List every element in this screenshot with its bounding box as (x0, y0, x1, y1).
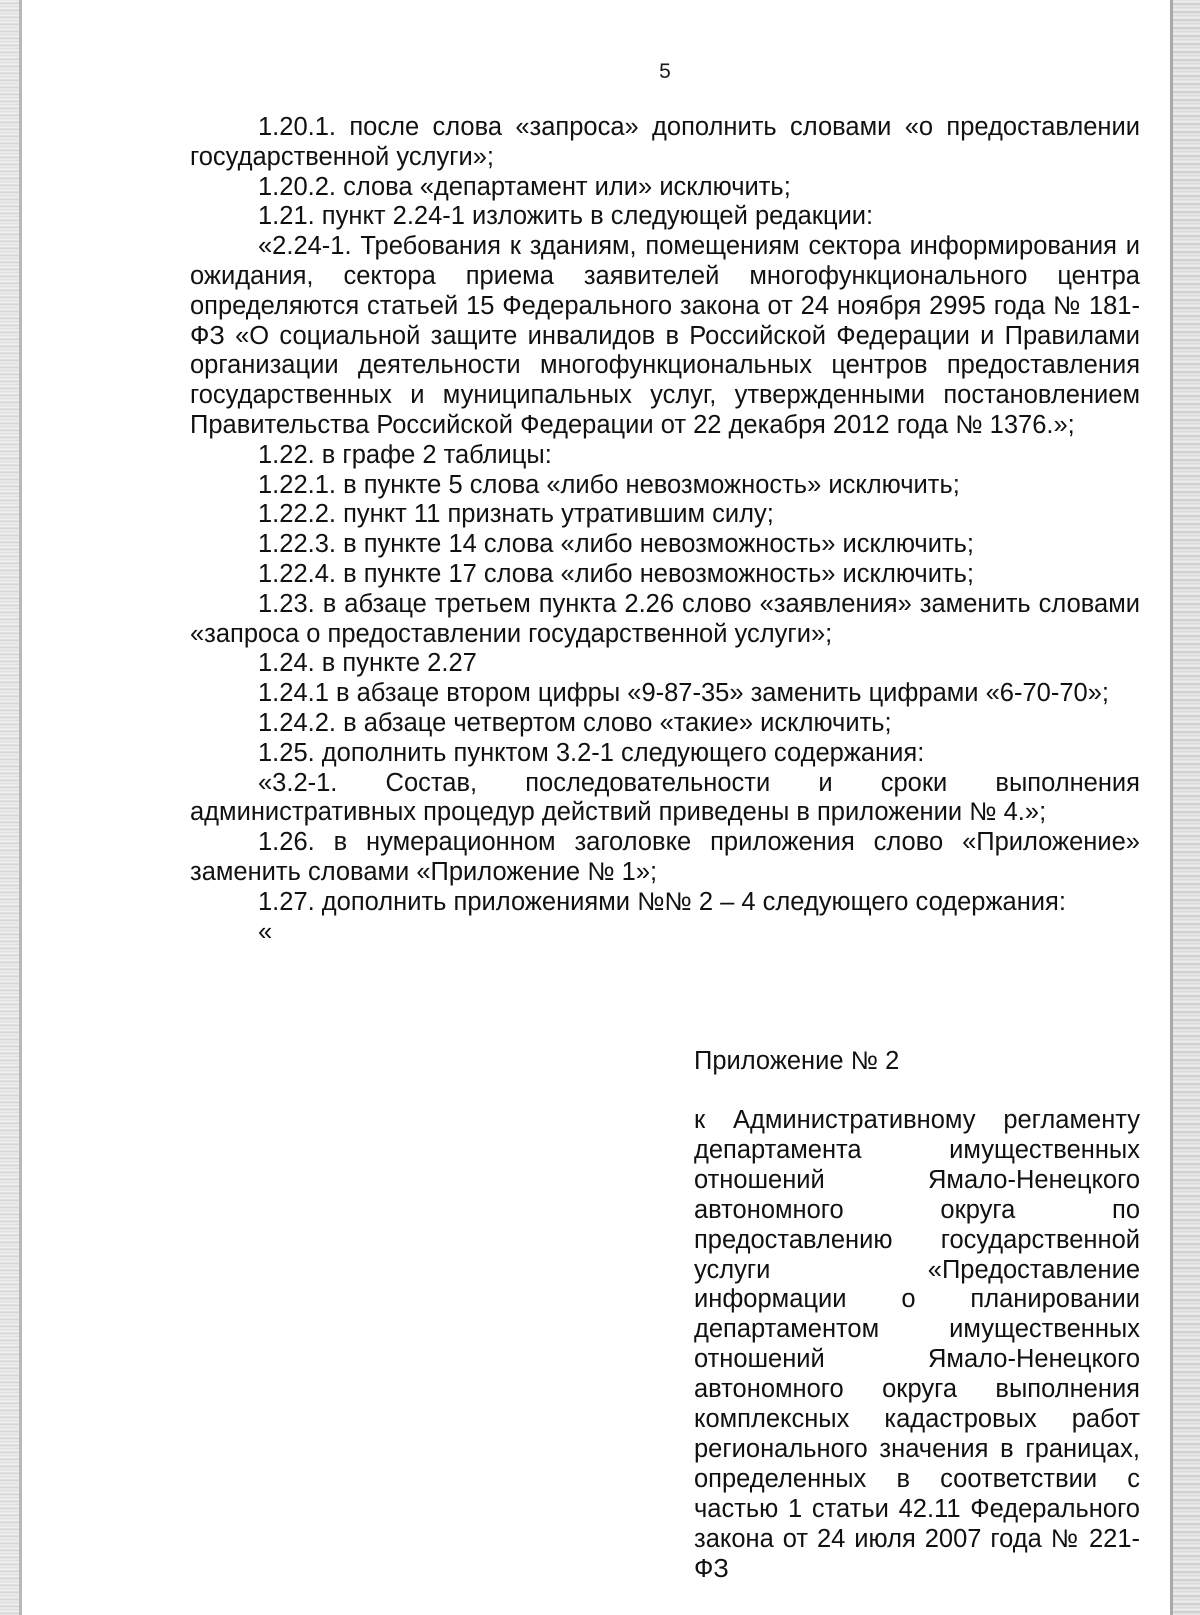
paragraph-1-25: 1.25. дополнить пунктом 3.2-1 следующего содержания: (258, 738, 925, 767)
scan-edge-right (1170, 0, 1200, 1615)
paragraph-1-22-2: 1.22.2. пункт 11 признать утратившим силу; (258, 500, 774, 529)
page-number: 5 (659, 60, 671, 83)
paragraph-1-27: 1.27. дополнить приложениями №№ 2 – 4 следующего содержания: (258, 887, 1066, 916)
paragraph-2-24-1-quote: «2.24-1. Требования к зданиям, помещениям сектора информирования и ожидания, сектора приема заявителей многофункционального центра определяются статьей 15 Федерального закона от 24 ноября 2995 года № 181-ФЗ «О социальной защите инвалидов в Российской Федерации и Правилами организации деятельности многофункциональных центров предоставления государственных и муниципальных услуг, утвержденными постановлением Правительства Российской Федерации от 22 декабря 2012 года № 1376.»; (190, 232, 1140, 439)
paragraph-1-24: 1.24. в пункте 2.27 (258, 649, 477, 678)
paragraph-1-22-4: 1.22.4. в пункте 17 слова «либо невозможность» исключить; (258, 559, 974, 588)
paragraph-1-26: 1.26. в нумерационном заголовке приложения слово «Приложение» заменить словами «Приложение № 1»; (190, 828, 1140, 886)
paragraph-1-24-2: 1.24.2. в абзаце четвертом слово «такие» исключить; (258, 708, 892, 737)
paragraph-1-20-1: 1.20.1. после слова «запроса» дополнить словами «о предоставлении государственной услуги»; (190, 113, 1140, 171)
appendix-title: Приложение № 2 (694, 1047, 900, 1075)
paragraph-1-22-1: 1.22.1. в пункте 5 слова «либо невозможность» исключить; (258, 470, 960, 499)
paragraph-1-20-2: 1.20.2. слова «департамент или» исключить; (258, 172, 791, 201)
paragraph-3-2-1-quote: «3.2-1. Состав, последовательности и сроки выполнения административных процедур действий приведены в приложении № 4.»; (190, 768, 1140, 827)
opening-quote-mark: « (258, 917, 273, 946)
document-body (190, 113, 1140, 947)
appendix-caption-text: к Административному регламенту департамента имущественных отношений Ямало-Ненецкого автономного округа по предоставлению государственной услуги «Предоставление информации о планировании департаментом имущественных отношений Ямало-Ненецкого автономного округа выполнения комплексных кадастровых работ регионального значения в границах, определенных в соответствии с частью 1 статьи 42.11 Федерального закона от 24 июля 2007 года № 221-ФЗ (694, 1106, 1140, 1583)
paragraph-1-22-3: 1.22.3. в пункте 14 слова «либо невозможность» исключить; (258, 530, 974, 559)
paragraph-1-21: 1.21. пункт 2.24-1 изложить в следующей редакции: (258, 202, 874, 231)
appendix-caption (694, 1106, 1140, 1585)
paragraph-1-24-1: 1.24.1 в абзаце втором цифры «9-87-35» заменить цифрами «6-70-70»; (258, 679, 1109, 708)
scan-edge-left (0, 0, 22, 1615)
paragraph-1-22: 1.22. в графе 2 таблицы: (258, 440, 552, 469)
paragraph-1-23: 1.23. в абзаце третьем пункта 2.26 слово «заявления» заменить словами «запроса о предоставлении государственной услуги»; (190, 589, 1140, 648)
